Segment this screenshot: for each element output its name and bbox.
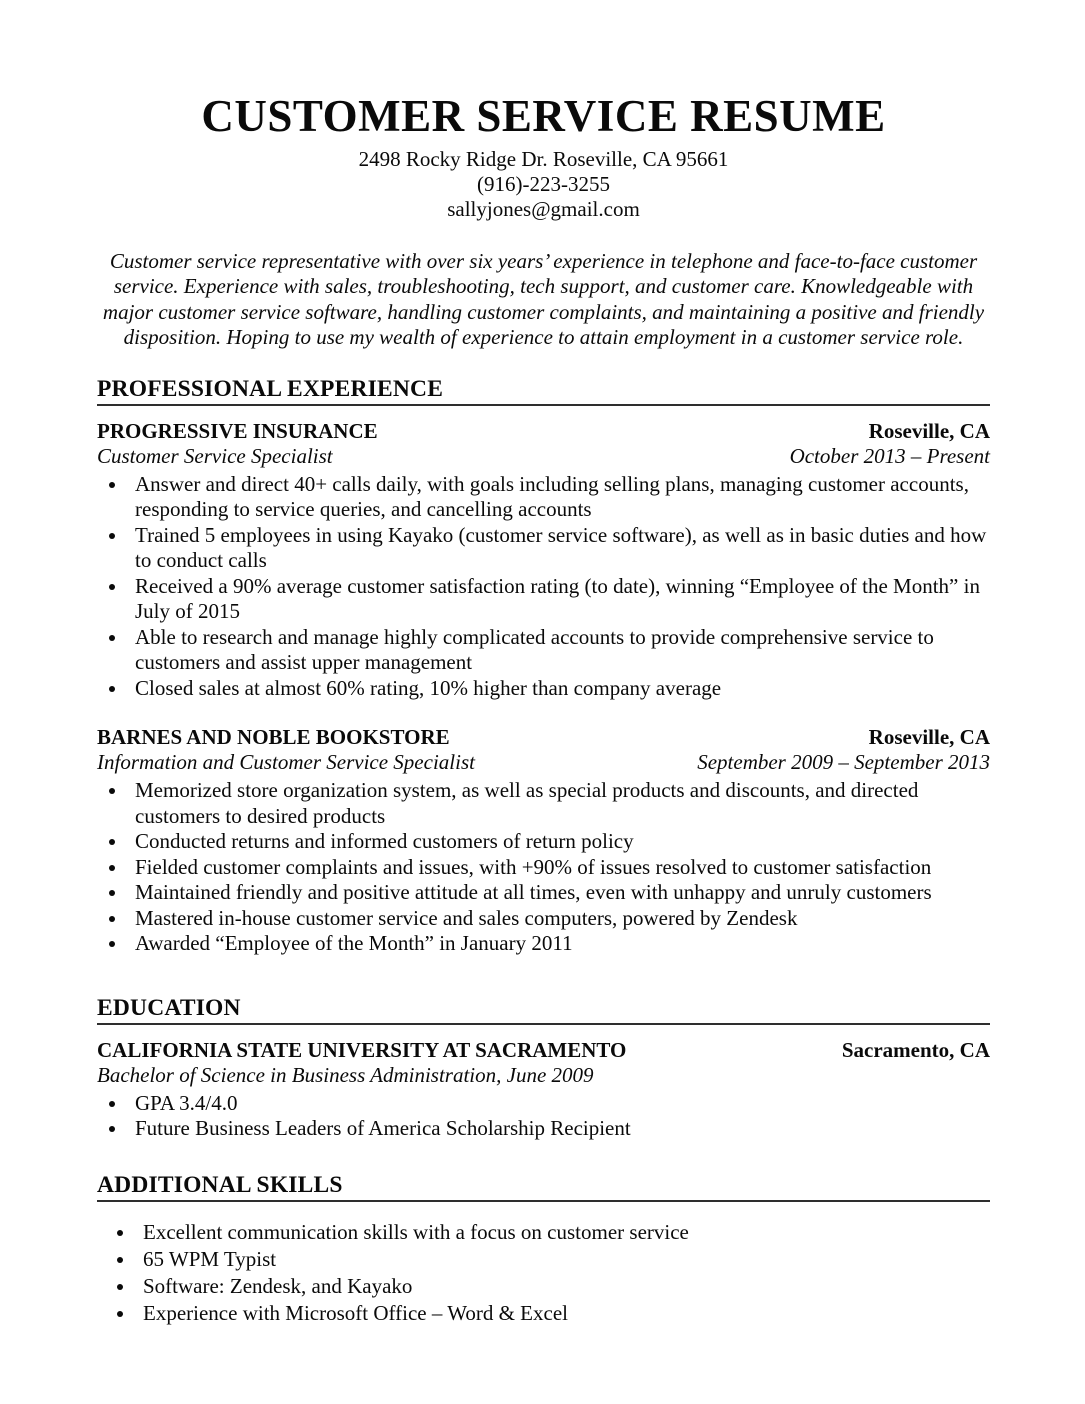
list-item: • Trained 5 employees in using Kayako (customer service software), as well as in basic duties and how to conduct calls (128, 523, 990, 574)
job-header-row (97, 725, 990, 750)
experience-heading: PROFESSIONAL EXPERIENCE (97, 376, 990, 406)
list-item: • Mastered in-house customer service and sales computers, powered by Zendesk (128, 906, 990, 932)
list-item: • Awarded “Employee of the Month” in January 2011 (128, 931, 990, 957)
school-header-row (97, 1038, 990, 1063)
list-item: • Answer and direct 40+ calls daily, with goals including selling plans, managing customer accounts, responding to service queries, and cancelling accounts (128, 472, 990, 523)
summary-paragraph: Customer service representative with over six years’ experience in telephone and face-to-face customer service. Experience with sales, troubleshooting, tech support, and customer care. Knowledgeable with major customer service software, handling customer complaints, and maintaining a positive and friendly disposition. Hoping to use my wealth of experience to attain employment in a customer service role. (102, 248, 985, 349)
list-item: • Memorized store organization system, as well as special products and discounts, and directed customers to desired products (128, 778, 990, 829)
company-location: Roseville, CA (868, 418, 990, 443)
degree: Bachelor of Science in Business Administration, June 2009 (97, 1062, 594, 1087)
education-heading: EDUCATION (97, 995, 990, 1025)
page-title: CUSTOMER SERVICE RESUME (201, 91, 886, 141)
job-dates: September 2009 – September 2013 (697, 750, 990, 775)
job-bullet-list (97, 472, 990, 702)
address-line: 2498 Rocky Ridge Dr. Roseville, CA 95661 (358, 146, 729, 171)
school-degree-row (97, 1063, 990, 1088)
contact-block (97, 147, 990, 222)
job-dates: October 2013 – Present (789, 443, 990, 468)
resume-header (97, 92, 990, 222)
list-item: • Closed sales at almost 60% rating, 10% higher than company average (128, 676, 990, 702)
list-item: • Able to research and manage highly complicated accounts to provide comprehensive service to customers and assist upper management (128, 625, 990, 676)
list-item: • Maintained friendly and positive attitude at all times, even with unhappy and unruly customers (128, 880, 990, 906)
job-entry-progressive (97, 419, 990, 702)
school-name: CALIFORNIA STATE UNIVERSITY AT SACRAMENTO (97, 1037, 627, 1062)
job-bullet-list (97, 778, 990, 957)
skills-heading: ADDITIONAL SKILLS (97, 1172, 990, 1202)
job-role-row (97, 750, 990, 775)
list-item: • Received a 90% average customer satisfaction rating (to date), winning “Employee of the Month” in July of 2015 (128, 574, 990, 625)
list-item: • GPA 3.4/4.0 (128, 1091, 990, 1117)
education-bullet-list (97, 1091, 990, 1142)
job-role: Customer Service Specialist (97, 443, 333, 468)
section-experience (97, 376, 990, 957)
skills-bullet-list (97, 1220, 990, 1327)
list-item: • Conducted returns and informed customers of return policy (128, 829, 990, 855)
job-entry-barnes-noble (97, 725, 990, 957)
section-skills (97, 1172, 990, 1327)
list-item: • Future Business Leaders of America Scholarship Recipient (128, 1116, 990, 1142)
company-name: BARNES AND NOBLE BOOKSTORE (97, 725, 450, 750)
school-entry (97, 1038, 990, 1142)
list-item: • Experience with Microsoft Office – Word & Excel (136, 1301, 990, 1327)
company-name: PROGRESSIVE INSURANCE (97, 418, 378, 443)
job-header-row (97, 419, 990, 444)
list-item: • Software: Zendesk, and Kayako (136, 1274, 990, 1300)
email-line: sallyjones@gmail.com (447, 196, 640, 221)
company-location: Roseville, CA (868, 725, 990, 750)
school-location: Sacramento, CA (841, 1037, 990, 1062)
list-item: • 65 WPM Typist (136, 1247, 990, 1273)
job-role: Information and Customer Service Specialist (97, 750, 475, 775)
list-item: • Excellent communication skills with a focus on customer service (136, 1220, 990, 1246)
phone-line: (916)-223-3255 (477, 171, 610, 196)
list-item: • Fielded customer complaints and issues, with +90% of issues resolved to customer satisfaction (128, 855, 990, 881)
job-role-row (97, 444, 990, 469)
section-education (97, 995, 990, 1142)
